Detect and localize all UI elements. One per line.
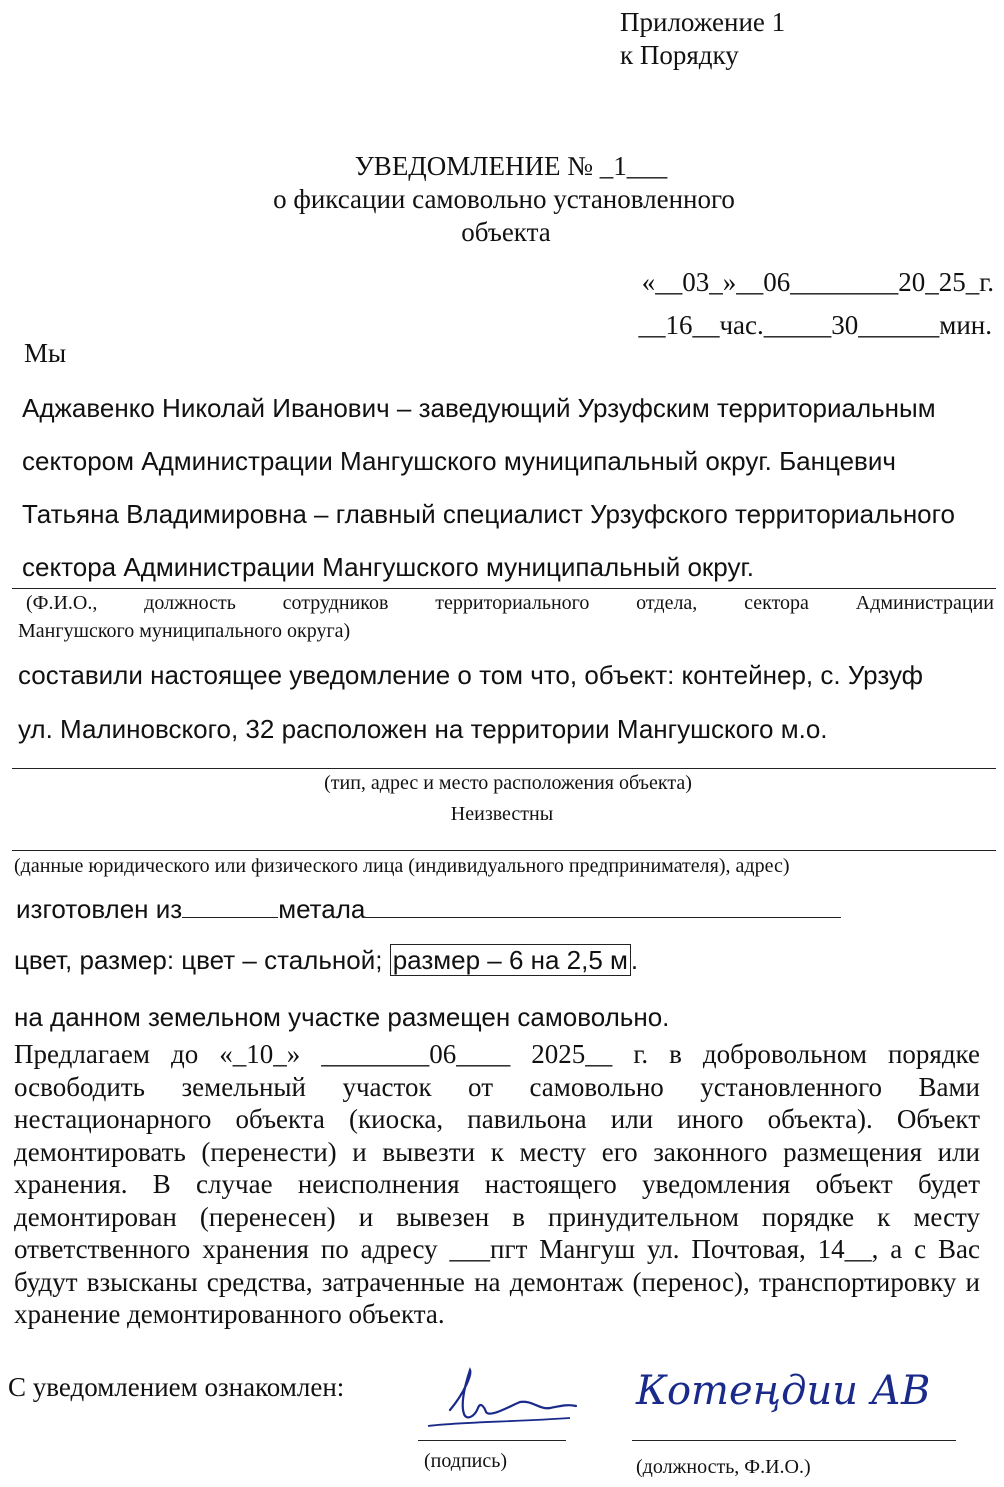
appendix-line-1: Приложение 1 <box>620 7 786 37</box>
name-line <box>632 1440 956 1441</box>
staff-line-3: Татьяна Владимировна – главный специалист Урзуфского территориального <box>22 499 956 529</box>
size-boxed: размер – 6 на 2,5 м <box>390 944 631 976</box>
signature-line <box>418 1440 566 1441</box>
material-prefix: изготовлен из <box>16 894 183 924</box>
object-line-2: ул. Малиновского, 32 расположен на территории Мангушского м.о. <box>18 714 828 744</box>
object-line-1: составили настоящее уведомление о том что, объект: контейнер, с. Урзуф <box>18 660 924 690</box>
signature-caption: (подпись) <box>424 1450 508 1472</box>
signature-scribble <box>420 1362 590 1442</box>
staff-block <box>22 382 955 594</box>
document-title <box>0 150 1004 249</box>
material-blank <box>182 897 278 918</box>
color-size-suffix: . <box>630 945 639 975</box>
time-line: __16__час._____30______мин. <box>638 310 992 340</box>
object-underline <box>12 768 996 769</box>
staff-line-2: сектором Администрации Мангушского муниципальный округ. Банцевич <box>22 446 896 476</box>
material-value: метала <box>278 894 366 924</box>
body-paragraph: Предлагаем до «_10_» ________06____ 2025__ г. в добровольном порядке освободить земельный участок от самовольно установленного Вами нестационарного объекта (киоска, павильона или иного объекта). Объект демонтировать (перенести) и вывезти к месту его законного размещения или хранения. В случае неисполнения настоящего уведомления объект будет демонтирован (перенесен) и вывезен в принудительном порядке к месту ответственного хранения по адресу ___пгт Мангуш ул. Почтовая, 14__, а с Вас будут взысканы средства, затраченные на демонтаж (перенос), транспортировку и хранение демонтированного объекта. <box>14 1039 980 1329</box>
staff-caption-line-2: Мангушского муниципального округа) <box>18 620 351 642</box>
owner-value: Неизвестны <box>450 803 554 825</box>
object-caption: (тип, адрес и место расположения объекта) <box>324 772 692 794</box>
staff-underline <box>12 588 996 589</box>
we-label: Мы <box>24 338 67 368</box>
color-size-line <box>14 945 638 976</box>
staff-caption-line-1: (Ф.И.О., должность сотрудников территориального отдела, сектора Администрации <box>26 592 994 614</box>
placement-note: на данном земельном участке размещен самовольно. <box>14 1002 670 1032</box>
staff-line-1: Аджавенко Николай Иванович – заведующий Урзуфским территориальным <box>22 393 936 423</box>
appendix-line-2: к Порядку <box>620 40 739 70</box>
ack-label: С уведомлением ознакомлен: <box>8 1372 345 1402</box>
material-trailing-blank <box>365 897 841 918</box>
title-line-1: УВЕДОМЛЕНИЕ № _1___ <box>354 151 668 181</box>
title-line-3: объекта <box>461 217 551 247</box>
name-caption: (должность, Ф.И.О.) <box>636 1456 811 1478</box>
title-line-2: о фиксации самовольно установленного <box>273 184 735 214</box>
date-line: «__03_»__06________20_25_г. <box>641 267 994 297</box>
owner-caption: (данные юридического или физического лица (индивидуального предпринимателя), адрес) <box>14 855 790 877</box>
staff-line-4: сектора Администрации Мангушского муниципальный округ. <box>22 552 755 582</box>
color-size-prefix: цвет, размер: цвет – стальной; <box>14 945 383 975</box>
handwritten-name: Котеңдии АВ <box>636 1368 931 1414</box>
owner-underline <box>12 850 996 851</box>
material-line <box>16 894 841 925</box>
appendix-label <box>620 6 785 72</box>
